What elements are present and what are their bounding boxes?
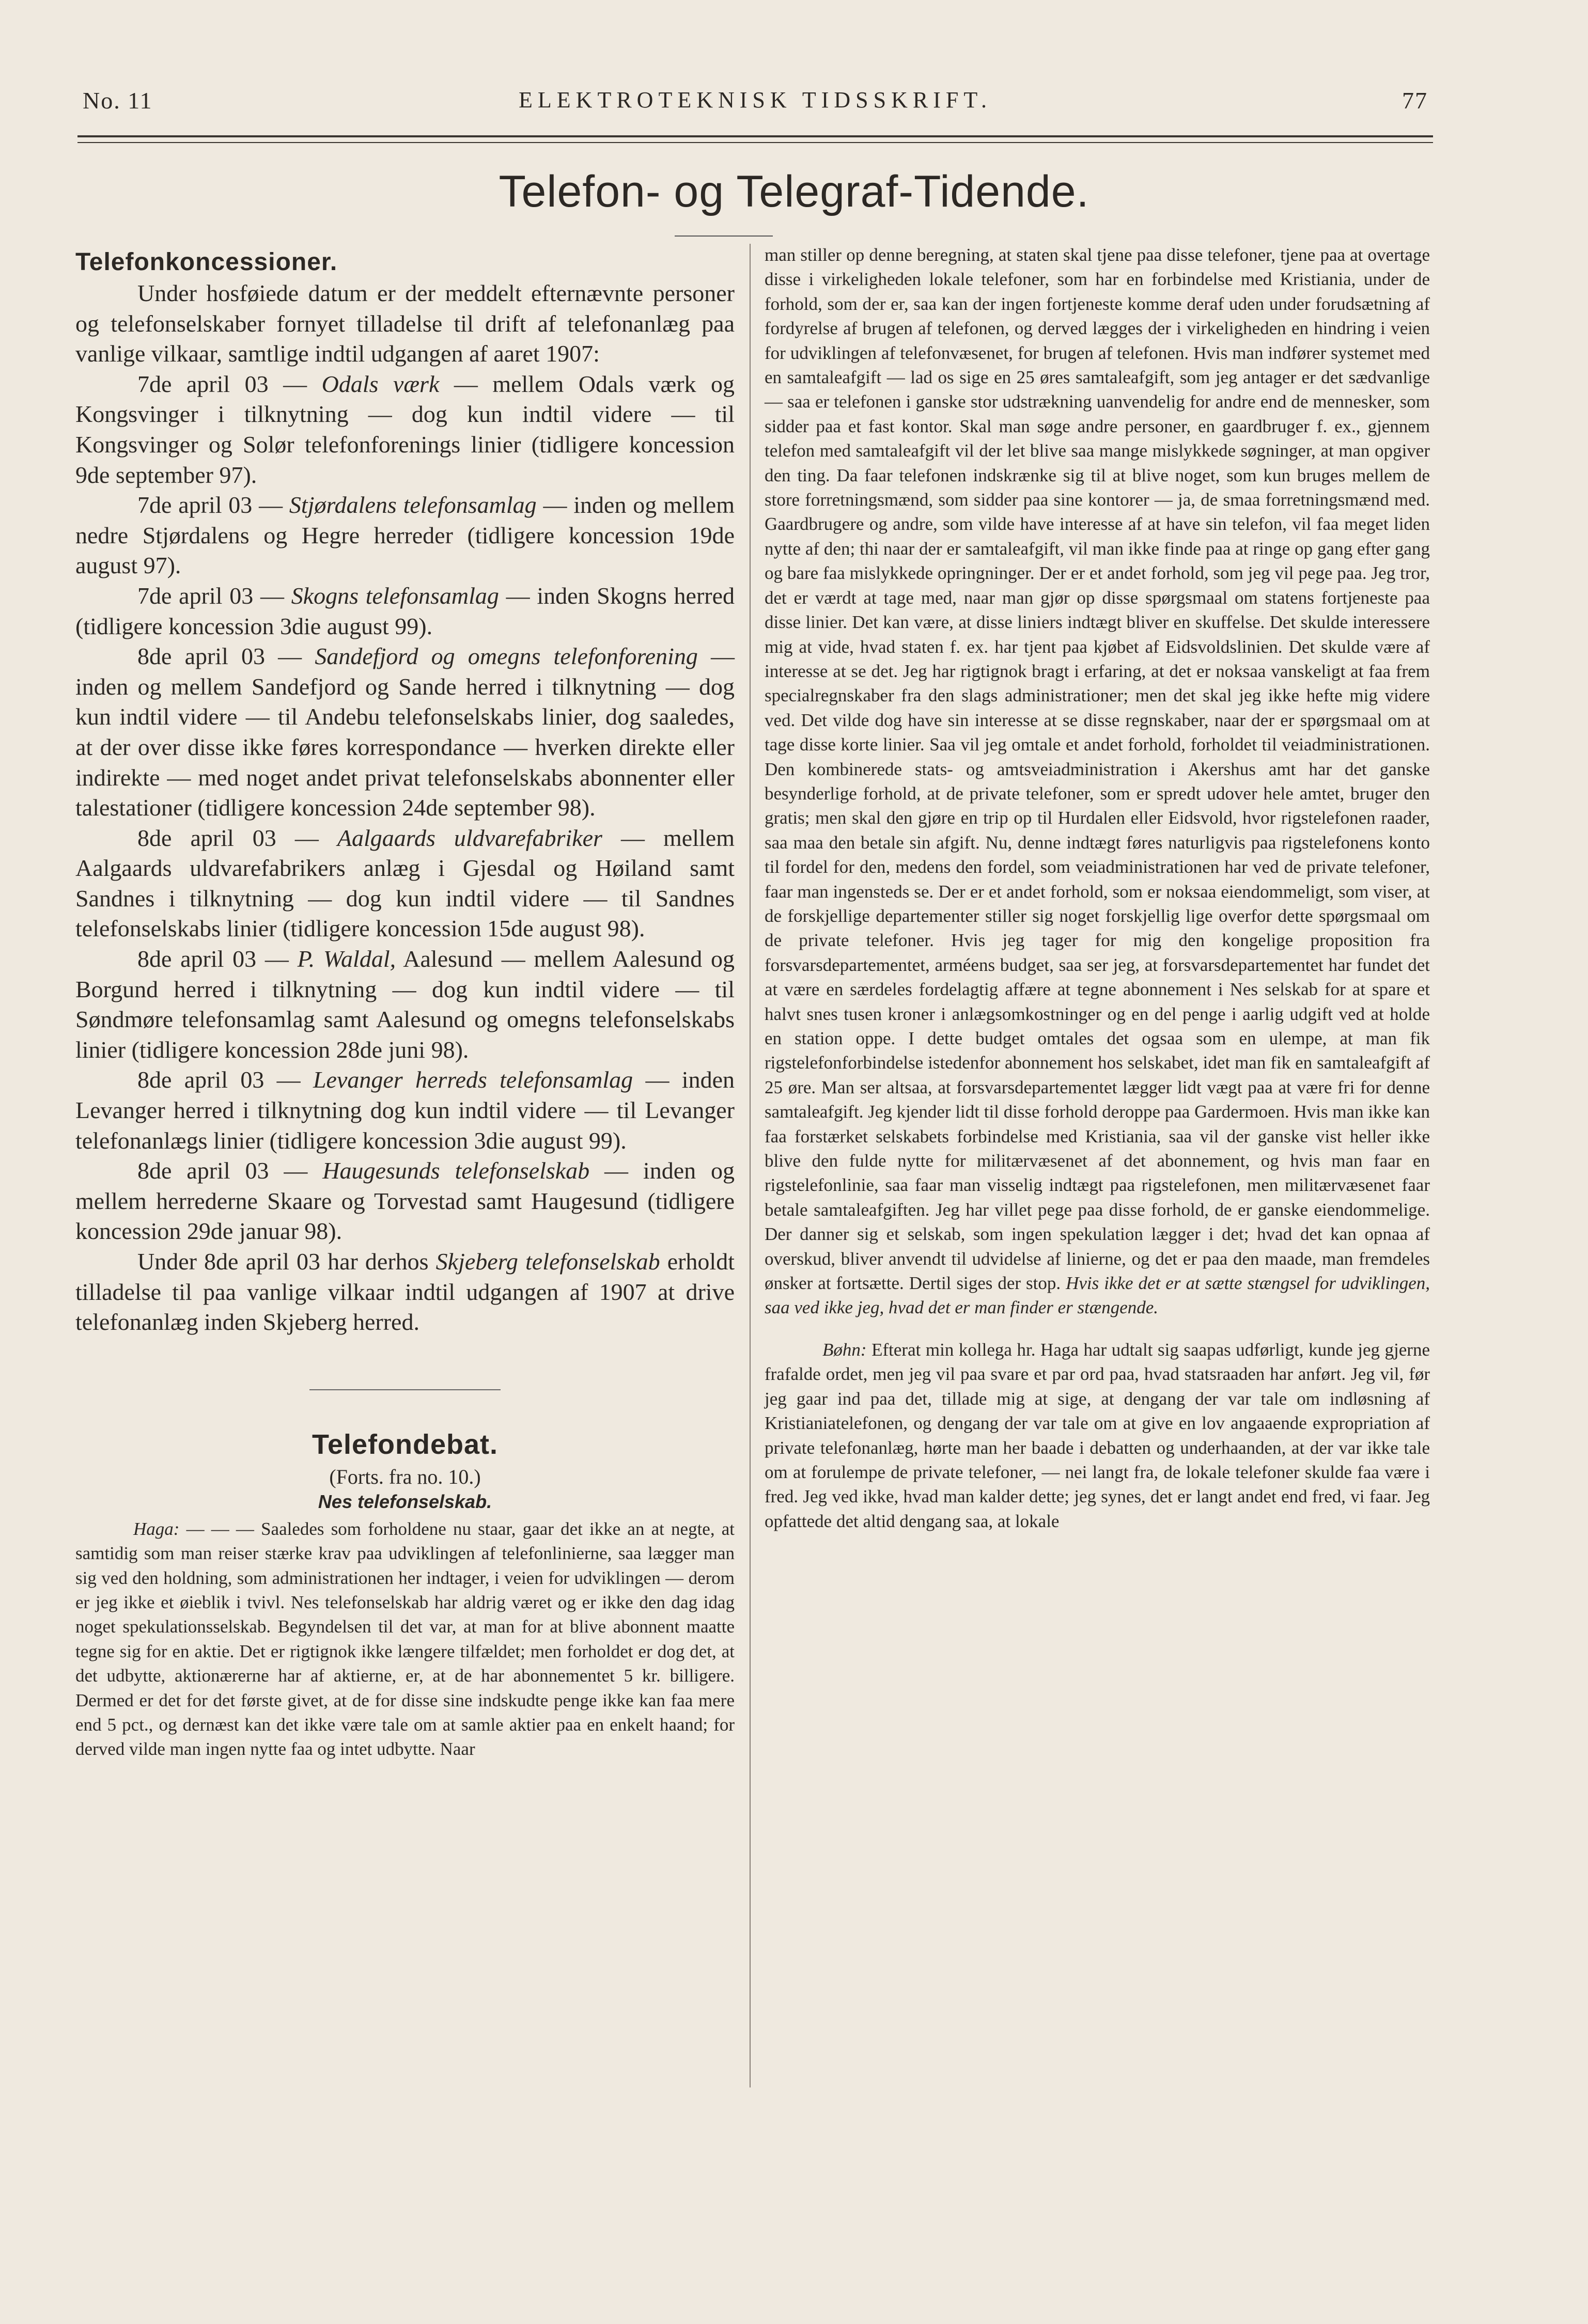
issue-number: No. 11 <box>83 87 153 114</box>
bohn-speech: Bøhn: Efterat min kollega hr. Haga har udtalt sig saapas udførligt, kunde jeg gjerne frafalde ordet, men jeg vil paa svare et par ord paa, hvad statsraaden har anført. Jeg vil, før jeg gaar ind paa det, tillade mig at sige, at dengang der var tale om indløsning af Kristianiatelefonen, og dengang der var tale om at give en lov angaaende expropriation af private telefonanlæg, hørte man her baade i debatten og underhaanden, at der var ikke tale om at forulempe de private telefoner, — nei langt fra, de lokale telefoner skulde faa være i fred. Jeg ved ikke, hvad man kalder dette; jeg synes, det er langt andet end fred, vi faar. Jeg opfattede det altid dengang saa, at lokale <box>765 1339 1430 1531</box>
konc-entry: 7de april 03 — Stjørdalens telefonsamlag — inden og mellem nedre Stjørdalens og Hegre herreder (tidligere koncession 19de august 97). <box>75 492 735 579</box>
right-column <box>765 243 1430 1533</box>
haga-emphasis: Hvis ikke det er at sætte stængsel for udviklingen, saa ved ikke jeg, hvad det er man finder er stængende. <box>765 1273 1430 1318</box>
debat-subheading: Nes telefonselskab. <box>318 1490 492 1512</box>
section-divider <box>309 1389 501 1390</box>
konc-entry: 7de april 03 — Odals værk — mellem Odals værk og Kongsvinger i tilknytning — dog kun indtil videre — til Kongsvinger og Solør telefonforenings linier (tidligere koncession 9de september 97). <box>75 370 735 488</box>
konc-intro: Under hosføiede datum er der meddelt efternævnte personer og telefonselskaber fornyet tilladelse til drift af telefonanlæg paa vanlige vilkaar, samtlige indtil udgangen af aaret 1907: <box>75 280 735 367</box>
konc-entry: Under 8de april 03 har derhos Skjeberg telefonselskab erholdt tilladelse til paa vanlige vilkaar indtil udgangen af 1907 at drive telefonanlæg inden Skjeberg herred. <box>75 1248 735 1336</box>
konc-entry: 8de april 03 — Aalgaards uldvarefabriker — mellem Aalgaards uldvarefabrikers anlæg i Gjesdal og Høiland samt Sandnes i tilknytning — dog kun indtil videre — til Sandnes telefonselskabs linier (tidligere koncession 15de august 98). <box>75 824 735 942</box>
konc-entry: 7de april 03 — Skogns telefonsamlag — inden Skogns herred (tidligere koncession 3die august 99). <box>75 582 735 639</box>
licensee-name: Skjeberg telefonselskab <box>435 1248 660 1275</box>
licensee-name: Sandefjord og omegns telefonforening <box>315 643 698 670</box>
page-number: 77 <box>1402 87 1428 114</box>
licensee-name: Skogns telefonsamlag <box>291 582 499 609</box>
speaker-name: Haga: <box>133 1518 180 1539</box>
haga-speech-continued: man stiller op denne beregning, at staten skal tjene paa disse telefoner, tjene paa at overtage disse i virkeligheden lokale telefoner, som har en forbindelse med Kristiania, under de forhold, som der er, saa kan der ingen fortjeneste komme deraf uden under forudsætning af fordyrelse af brugen af telefonen, og derved lægges der i virkeligheden en hindring i veien for udviklingen af telefonvæsenet, for brugen af telefonen. Hvis man indfører systemet med en samtaleafgift — lad os sige en 25 øres samtaleafgift, som jeg antager er det sædvanlige — saa er telefonen i ganske stor udstrækning uanvendelig for andre end de mennesker, som sidder paa et fast kontor. Skal man søge andre personer, en gaardbruger f. ex., gjennem telefon med samtaleafgift vil der let blive saa mange mislykkede søgninger, at man opgiver den ting. Da faar telefonen indskrænke sig til at blive noget, som kun bruges mellem de store forretningsmænd, som sidder paa sine kontorer — ja, de smaa forretningsmænd med. Gaardbrugere og andre, som vilde have interesse af at have sin telefon, vil faa meget liden nytte af den; thi naar der er samtaleafgift, vil man ikke finde paa at ringe op gang efter gang og bare faa mislykkede opringninger. Der er et andet forhold, som jeg vil pege paa. Jeg tror, det er værdt at tage med, naar man gjør op disse spørgsmaal om statens fortjeneste paa disse linier. Det kan være, at disse liniers indtægt bliver en skuffelse. Det skulde interessere mig at vide, hvad staten f. ex. har tjent paa kjøbet af Eidsvoldslinien. Det skulde være af interesse at se det. Jeg har rigtignok bragt i erfaring, at det er noksaa vanskeligt at faa frem specialregnskaber fra den slags administrationer; men det skal jeg ikke hefte mig videre ved. Det vilde dog have sin interesse at se disse regnskaber, naar der er spørgsmaal om at tage disse korte linier. Saa vil jeg omtale et andet forhold, forholdet til veiadministrationen. Den kombinerede stats- og amtsveiadministration i Akershus amt har det ganske besynderlige forhold, at de private telefoner, som er spredt udover hele amtet, bruger den gratis; men skal den gjøre en trip op til Hurdalen eller Eidsvold, hvor rigstelefonen raader, saa maa den betale sin afgift. Nu, denne indtægt føres naturligvis paa rigstelefonens konto til fordel for den, medens den fordel, som veiadministrationen har ved de private telefoner, faar man ingensteds se. Der er et andet forhold, som er noksaa eiendommeligt, som viser, at de forskjellige departementer stiller sig noget forskjellig lige overfor dette spørgsmaal om de private telefoner. Hvis jeg tager for mig den kongelige proposition fra forsvarsdepartementet, arméens budget, saa ser jeg, at forsvarsdepartementet har fundet det at være en særdeles fordelagtig affære at tegne abonnement i Nes selskab for at spare et halvt snes tusen kroner i anlægsomkostninger og en del penge i aarlig udgift ved at holde en station oppe. I dette budget omtales det ogsaa som en ulempe, at man fik rigstelefonforbindelse istedenfor abonnement hos selskabet, idet man fik en samtaleafgift af 25 øre. Man ser altsaa, at forsvarsdepartementet lægger lidt vægt paa at være fri for denne samtaleafgift. Jeg kjender lidt til disse forhold deroppe paa Gardermoen. Hvis man ikke kan faa forstærket selskabets forbindelse med Kristiania, saa vil der ganske vist heller ikke blive den fulde nytte for militærvæsenet af det abonnement, og hvis man faar en rigstelefonlinie, saa faar man visselig indtægt paa rigstelefonen, men militærvæsenet faar betale samtaleafgiften. Jeg har villet pege paa disse forhold, de er ganske eiendommelige. Der danner sig et selskab, som ingen spekulation lægger i det; hvad det kan opnaa af overskud, bliver anvendt til udvidelse af linierne, og det er paa den maade, man fremdeles ønsker at fortsætte. Dertil siges der stop. Hvis ikke det er at sætte stængsel for udviklingen, saa ved ikke jeg, hvad det er man finder er stængende. <box>765 245 1430 1318</box>
licensee-name: Levanger herreds telefonsamlag <box>313 1066 633 1093</box>
konc-entry: 8de april 03 — P. Waldal, Aalesund — mellem Aalesund og Borgund herred i tilknytning — dog kun indtil videre — til Søndmøre telefonsamlag samt Aalesund og omegns telefonselskabs linier (tidligere koncession 28de juni 98). <box>75 946 735 1063</box>
paragraph-gap <box>765 1320 1430 1338</box>
licensee-name: Stjørdalens telefonsamlag <box>289 492 537 519</box>
licensee-name: Haugesunds telefonselskab <box>322 1157 590 1184</box>
konc-entry: 8de april 03 — Haugesunds telefonselskab — inden og mellem herrederne Skaare og Torvestad samt Haugesund (tidligere koncession 29de januar 98). <box>75 1157 735 1245</box>
speaker-name: Bøhn: <box>822 1339 867 1360</box>
koncessioner-heading: Telefonkoncessioner. <box>75 248 338 276</box>
running-head <box>83 87 1428 123</box>
licensee-name: Aalgaards uldvarefabriker <box>337 824 602 851</box>
section-title: Telefon- og Telegraf-Tidende. <box>499 167 1089 216</box>
konc-entry: 8de april 03 — Sandefjord og omegns telefonforening — inden og mellem Sandefjord og Sande herred i tilknytning — dog kun indtil videre — til Andebu telefonselskabs linier, dog saaledes, at der over disse ikke føres korrespondance — hverken direkte eller indirekte — med noget andet privat telefonselskabs abonnenter eller talestationer (tidligere koncession 24de september 98). <box>75 643 735 821</box>
left-column <box>75 243 735 1762</box>
journal-title: ELEKTROTEKNISK TIDSSKRIFT. <box>519 87 992 113</box>
column-rule <box>750 244 751 2087</box>
header-rule-thick <box>77 135 1433 137</box>
telefondebat-heading: Telefondebat. <box>312 1428 499 1460</box>
continued-note: (Forts. fra no. 10.) <box>329 1465 481 1488</box>
konc-entry: 8de april 03 — Levanger herreds telefonsamlag — inden Levanger herred i tilknytning dog kun indtil videre — til Levanger telefonanlægs linier (tidligere koncession 3die august 99). <box>75 1066 735 1154</box>
title-rule <box>675 235 773 237</box>
debat-body-left <box>75 1517 735 1762</box>
header-rule-thin <box>77 142 1433 143</box>
haga-speech-start: Haga: — — — Saaledes som forholdene nu staar, gaar det ikke an at negte, at samtidig som man reiser stærke krav paa udviklingen af telefonlinierne, saa lægger man sig ved den holdning, som administrationen her indtager, i veien for udviklingen — derom er jeg ikke et øieblik i tvivl. Nes telefonselskab har aldrig været og er ikke den dag idag noget spekulationsselskab. Begyndelsen til det var, at man for at blive abonnent maatte tegne sig for en aktie. Det er rigtignok ikke længere tilfældet; men forholdet er dog det, at det udbytte, aktionærerne har af aktierne, er, at de har abonnementet 5 kr. billigere. Dermed er det for det første givet, at de for disse sine indskudte penge ikke kan faa mere end 5 pct., og dernæst kan det ikke være tale om at samle aktier paa en enkelt haand; for derved vilde man ingen nytte faa og intet udbytte. Naar <box>75 1518 735 1760</box>
licensee-name: P. Waldal, <box>297 946 396 972</box>
koncessioner-body <box>75 278 735 1338</box>
licensee-name: Odals værk <box>321 370 440 397</box>
